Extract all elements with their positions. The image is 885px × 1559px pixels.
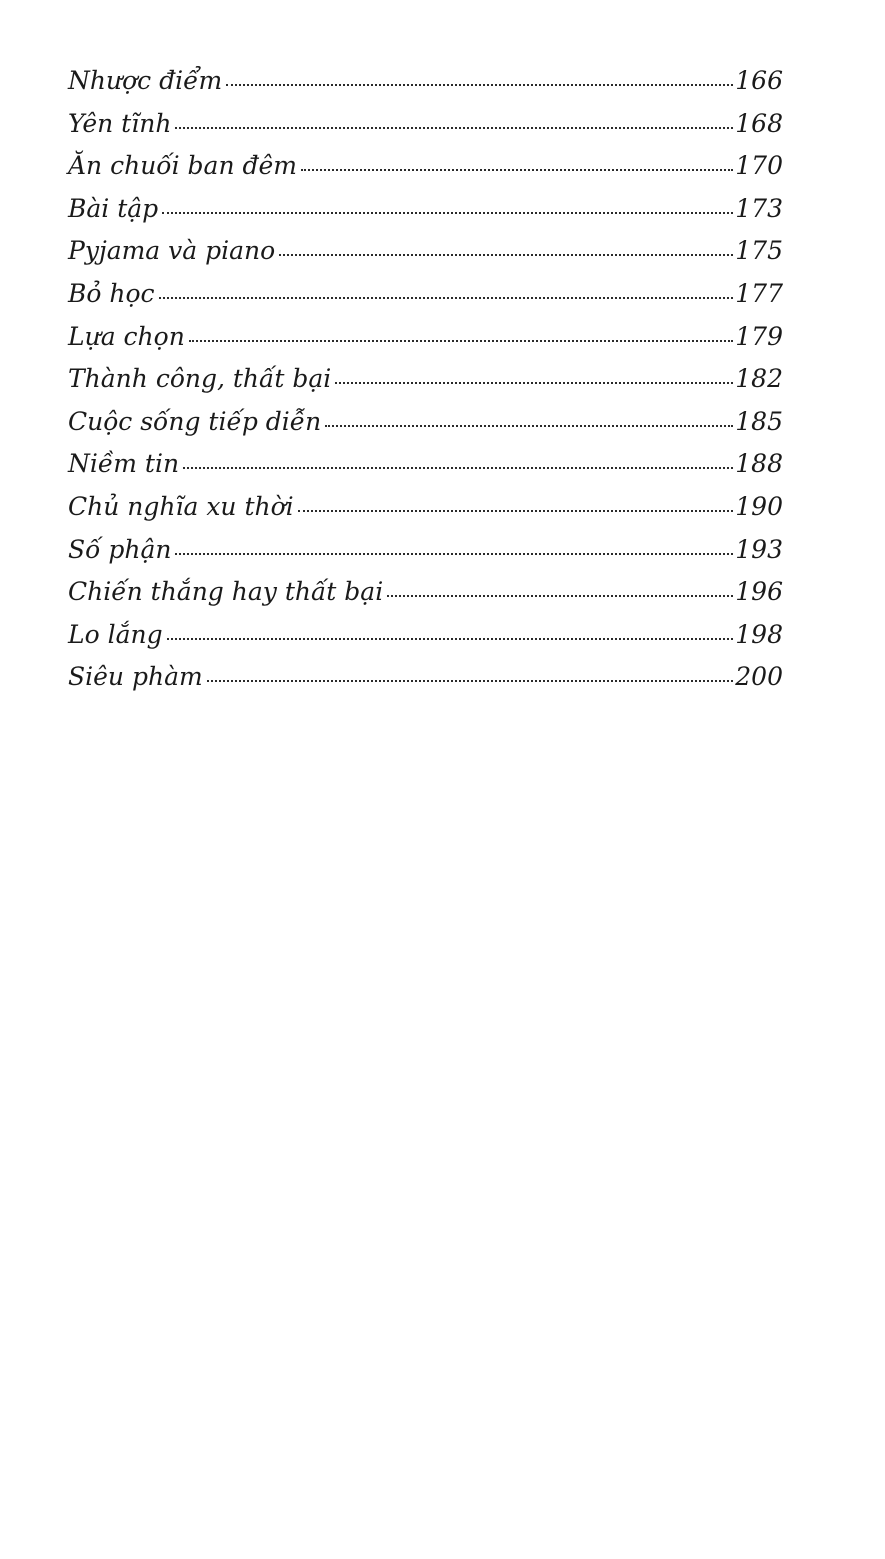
toc-entry-page: 168 bbox=[735, 108, 783, 138]
toc-entry-title: Lo lắng bbox=[68, 619, 163, 649]
toc-entry-page: 198 bbox=[735, 619, 783, 649]
toc-entry bbox=[68, 188, 783, 231]
toc-entry-page: 179 bbox=[735, 321, 783, 351]
toc-entry bbox=[68, 614, 783, 657]
toc-entry bbox=[68, 486, 783, 529]
toc-entry bbox=[68, 529, 783, 572]
toc-entry-title: Yên tĩnh bbox=[68, 108, 172, 138]
dot-leader bbox=[207, 676, 734, 682]
dot-leader bbox=[159, 293, 734, 299]
toc-entry-page: 190 bbox=[735, 491, 783, 521]
toc-entry bbox=[68, 145, 783, 188]
toc-entry-title: Chiến thắng hay thất bại bbox=[68, 577, 384, 607]
toc-entry bbox=[68, 656, 783, 699]
dot-leader bbox=[175, 123, 733, 129]
toc-entry-title: Pyjama và piano bbox=[68, 236, 276, 266]
toc-entry bbox=[68, 273, 783, 316]
toc-entry-title: Số phận bbox=[68, 534, 172, 564]
toc-entry-title: Niềm tin bbox=[68, 449, 180, 479]
dot-leader bbox=[325, 421, 733, 427]
toc-entry bbox=[68, 401, 783, 444]
dot-leader bbox=[301, 165, 733, 171]
toc-entry-title: Lựa chọn bbox=[68, 321, 185, 351]
dot-leader bbox=[387, 591, 733, 597]
toc-entry bbox=[68, 316, 783, 359]
dot-leader bbox=[175, 549, 733, 555]
dot-leader bbox=[279, 250, 733, 256]
toc-entry-page: 200 bbox=[735, 662, 783, 692]
toc-entry-title: Bài tập bbox=[68, 193, 159, 223]
dot-leader bbox=[226, 80, 733, 86]
toc-entry bbox=[68, 103, 783, 146]
toc-entry-page: 196 bbox=[735, 577, 783, 607]
toc-entry-title: Siêu phàm bbox=[68, 662, 203, 692]
toc-entry-page: 182 bbox=[735, 364, 783, 394]
dot-leader bbox=[183, 463, 733, 469]
toc-entry bbox=[68, 230, 783, 273]
toc-entry bbox=[68, 443, 783, 486]
toc-entry-title: Cuộc sống tiếp diễn bbox=[68, 406, 322, 436]
toc-entry bbox=[68, 60, 783, 103]
toc-entry-title: Bỏ học bbox=[68, 278, 155, 308]
toc-entry-page: 177 bbox=[735, 278, 783, 308]
toc-entry-title: Chủ nghĩa xu thời bbox=[68, 491, 294, 521]
toc-entry-page: 170 bbox=[735, 151, 783, 181]
dot-leader bbox=[335, 378, 733, 384]
toc-entry-title: Ăn chuối ban đêm bbox=[68, 151, 298, 181]
dot-leader bbox=[167, 634, 734, 640]
dot-leader bbox=[298, 506, 734, 512]
table-of-contents bbox=[68, 60, 783, 699]
toc-entry-title: Thành công, thất bại bbox=[68, 364, 332, 394]
toc-entry-page: 185 bbox=[735, 406, 783, 436]
toc-entry-page: 166 bbox=[735, 66, 783, 95]
dot-leader bbox=[189, 336, 733, 342]
toc-entry-page: 173 bbox=[735, 193, 783, 223]
toc-entry-page: 175 bbox=[735, 236, 783, 266]
toc-entry-page: 188 bbox=[735, 449, 783, 479]
dot-leader bbox=[162, 208, 733, 214]
toc-entry bbox=[68, 358, 783, 401]
toc-entry-title: Nhược điểm bbox=[68, 66, 223, 95]
toc-entry-page: 193 bbox=[735, 534, 783, 564]
toc-entry bbox=[68, 571, 783, 614]
